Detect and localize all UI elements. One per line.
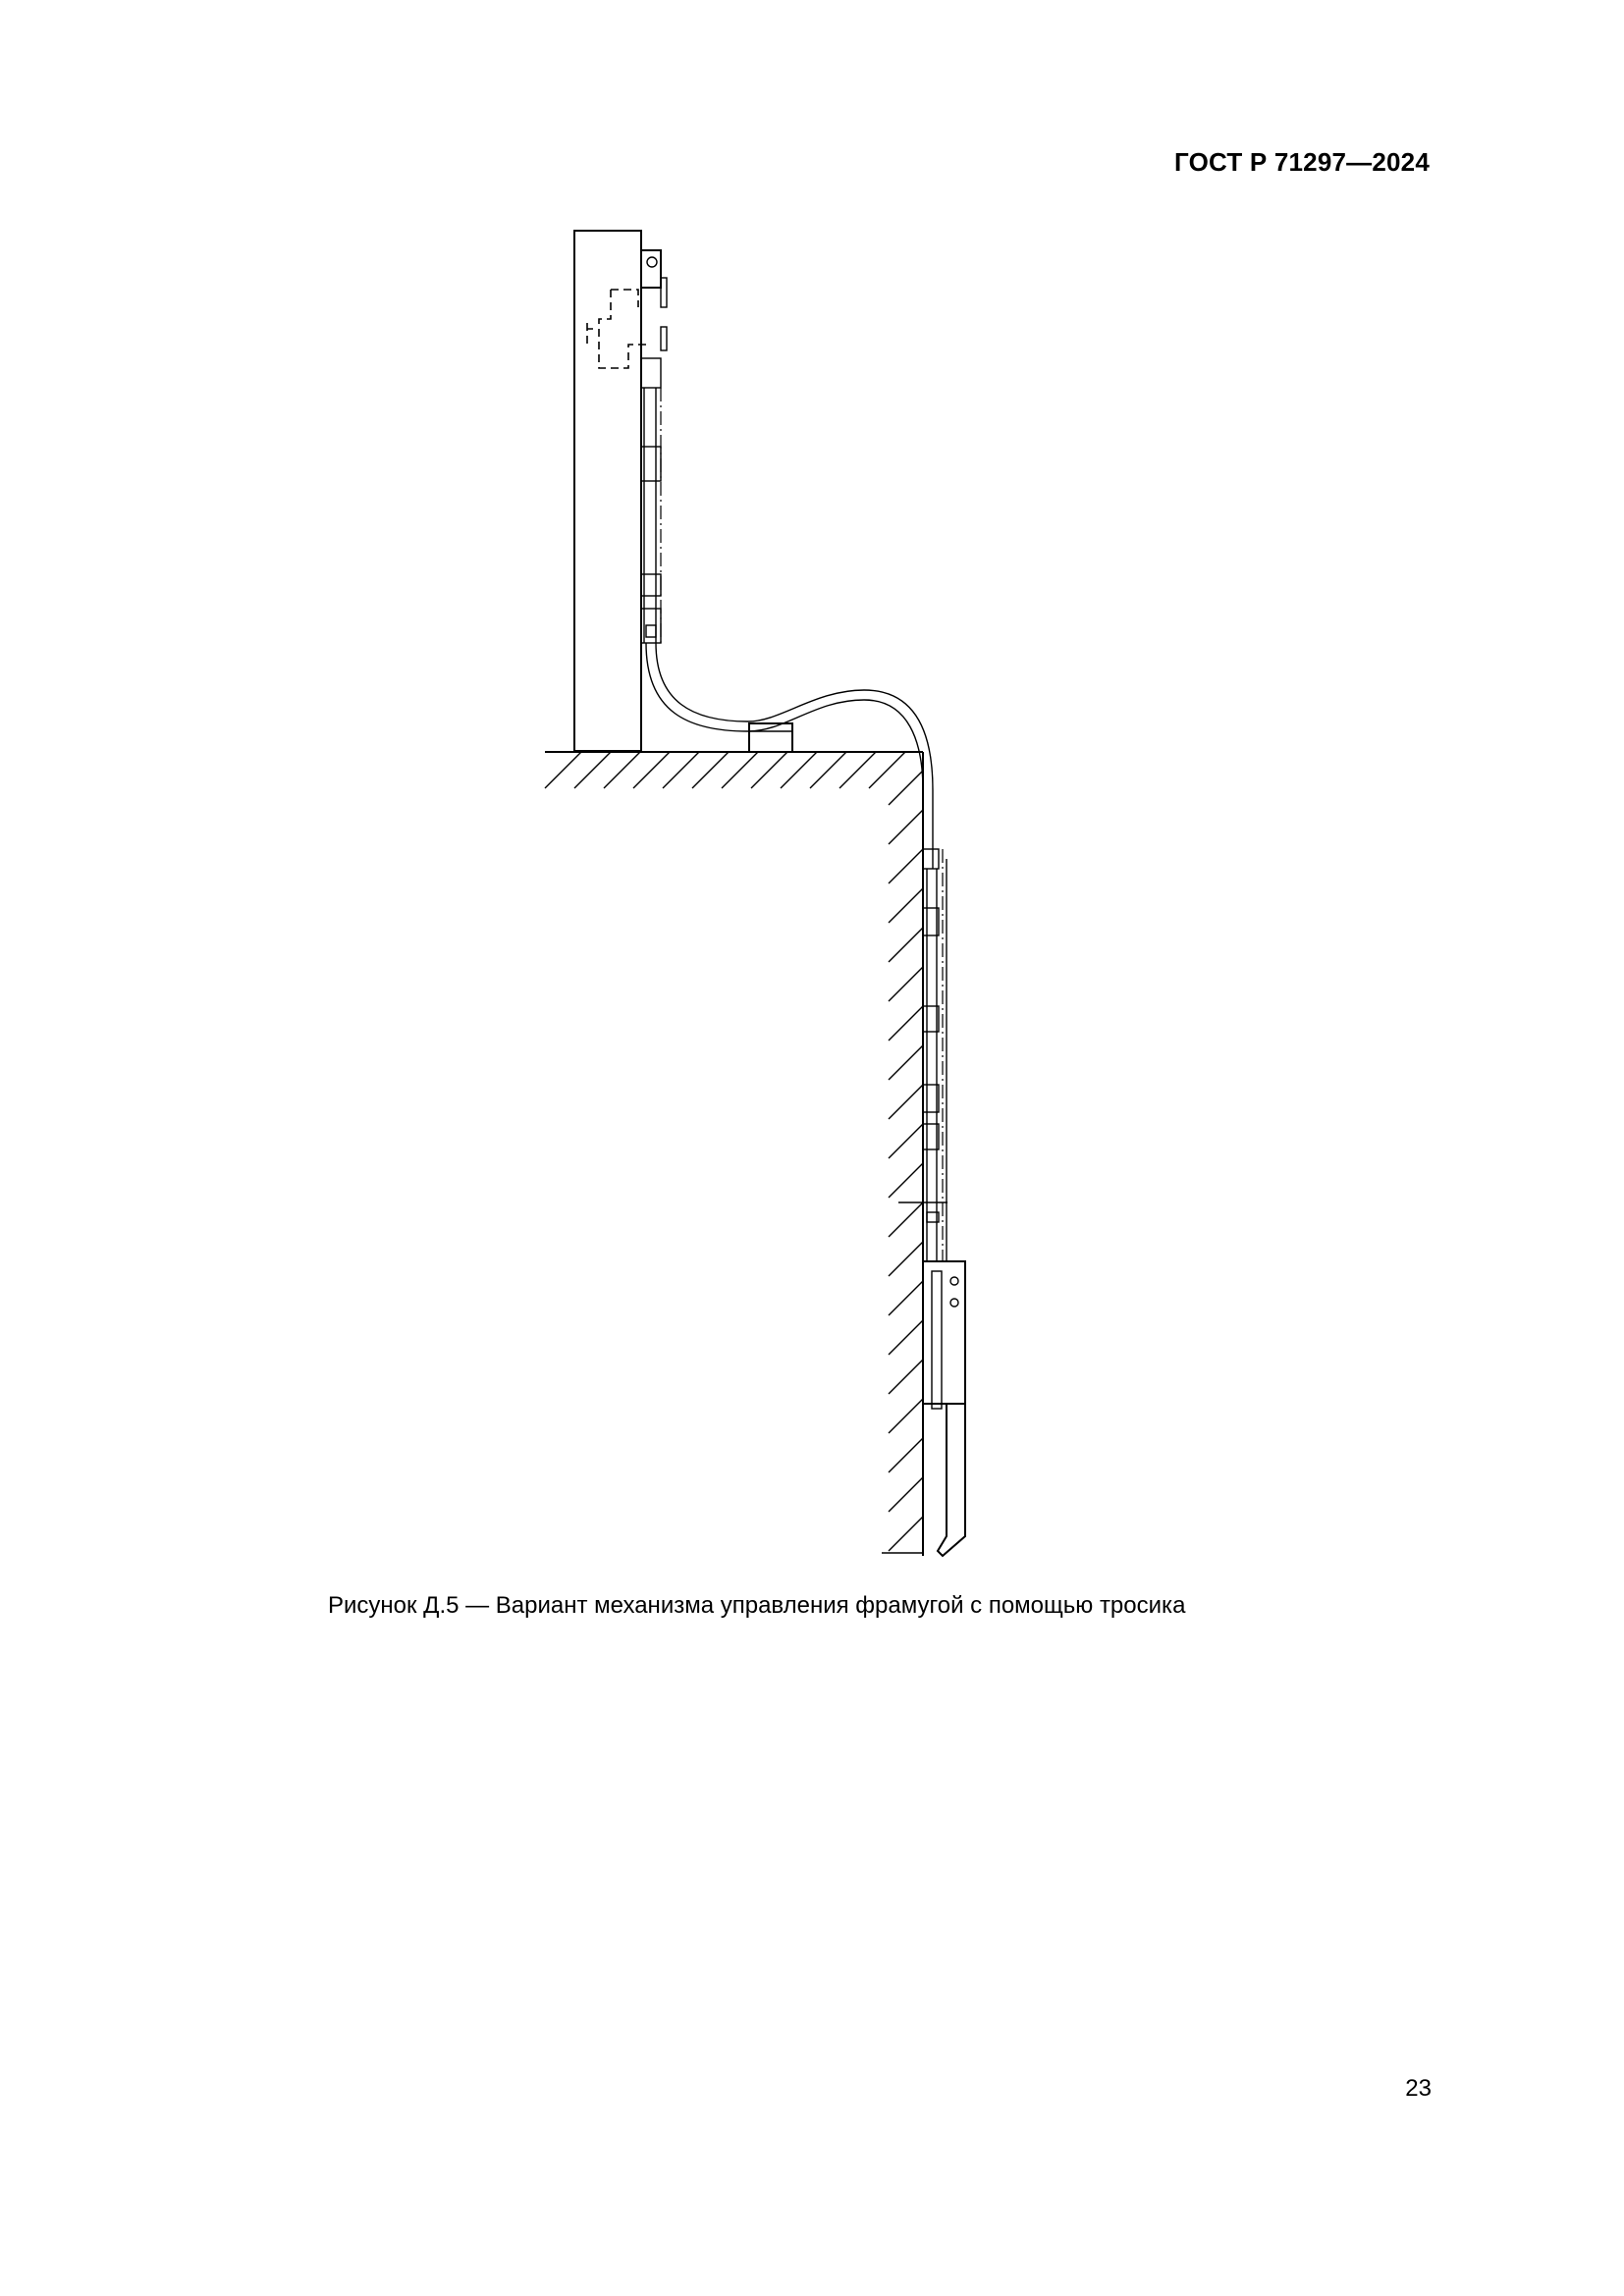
transom-panel [574,231,641,751]
opener-housing [641,250,661,288]
handle-screw-2 [950,1299,958,1307]
slab-hatching [545,752,905,788]
latch-dashed-outline [587,290,648,368]
opener-bracket-lower [661,327,667,350]
wall-guide-top [923,849,939,869]
handle-lever [938,1404,965,1556]
figure-caption: Рисунок Д.5 — Вариант механизма управления фрамугой с помощью тросика [328,1592,1186,1619]
opener-pivot [647,257,657,267]
technical-drawing [530,221,1051,1575]
document-code-header: ГОСТ Р 71297—2024 [1174,147,1430,177]
handle-slot [932,1271,942,1409]
cable-inner [656,643,933,869]
rod-clip [646,625,656,637]
drawing-svg [530,221,1051,1575]
handle-screw-1 [950,1277,958,1285]
rod-guide-top [641,358,661,388]
page-number: 23 [1405,2075,1432,2102]
wall-hatching [889,771,923,1551]
cable-outer [646,643,923,869]
handle-plate [923,1261,965,1404]
